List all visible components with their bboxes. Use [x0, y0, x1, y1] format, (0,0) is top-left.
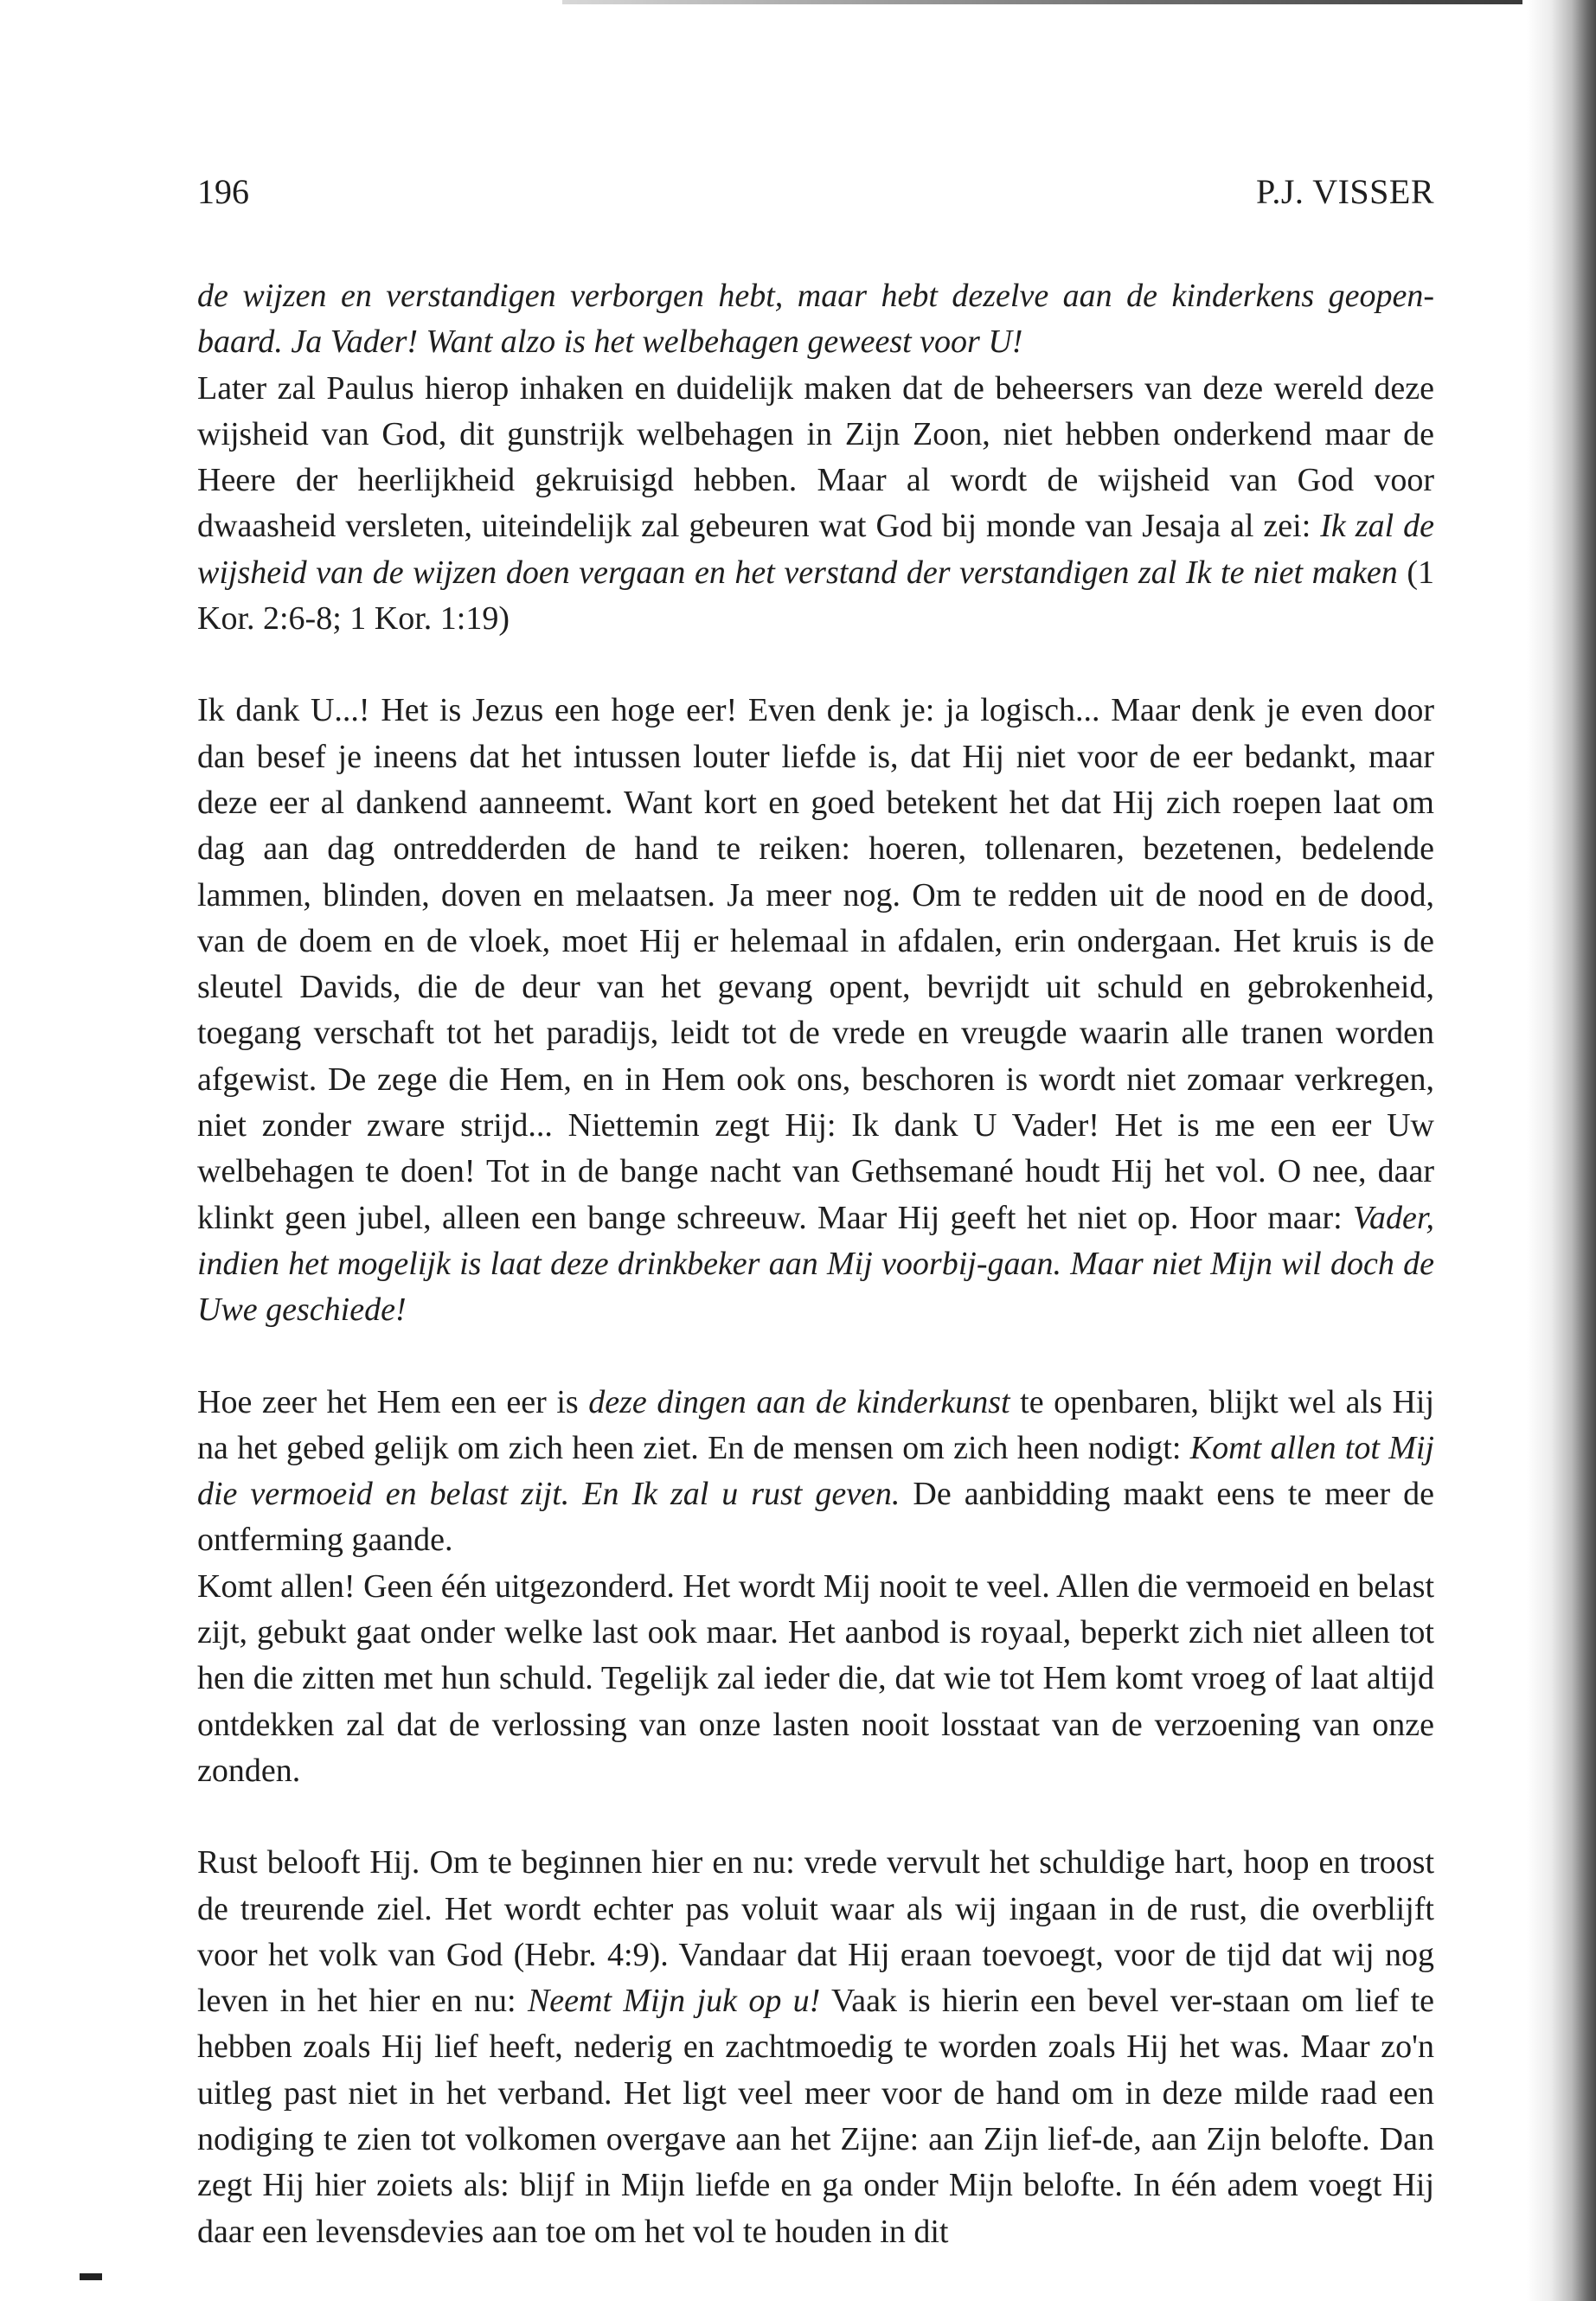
- paragraph: [197, 1380, 1434, 1564]
- text-run: De aanbidding maakt eens te meer de ontferming gaande.: [197, 1476, 1434, 1559]
- text-run: Rust belooft Hij. Om te beginnen hier en nu: vrede vervult het schuldige hart, hoop en troost de treurende ziel. Het wordt echter pas voluit waar als wij ingaan in de rust, die overblijft voor het volk van God (Hebr. 4:9). Vandaar dat Hij eraan toevoegt, voor de tijd dat wij nog leven in het hier en nu:: [197, 1844, 1434, 2020]
- italic-quote: Vader, indien het mogelijk is laat deze drinkbeker aan Mij voorbij-gaan. Maar niet Mijn wil doch de Uwe geschiede!: [197, 1199, 1434, 1329]
- paragraph: [197, 1564, 1434, 1794]
- text-run: Later zal Paulus hierop inhaken en duidelijk maken dat de beheersers van deze wereld deze wijsheid van God, dit gunstrijk welbehagen in Zijn Zoon, niet hebben onderkend maar de Heere der heerlijkheid gekruisigd hebben. Maar al wordt de wijsheid van God voor dwaasheid versleten, uiteindelijk zal gebeuren wat God bij monde van Jesaja al zei:: [197, 369, 1434, 545]
- page-binding-shadow: [1527, 0, 1596, 2301]
- italic-quote: Neemt Mijn juk op u!: [527, 1983, 821, 2020]
- text-run: te openbaren, blijkt wel als Hij na het gebed gelijk om zich heen ziet. En de mensen om zich heen nodigt:: [197, 1383, 1434, 1466]
- text-run: Komt allen! Geen één uitgezonderd. Het wordt Mij nooit te veel. Allen die vermoeid en belast zijt, gebukt gaat onder welke last ook maar. Het aanbod is royaal, beperkt zich niet alleen tot hen die zitten met hun schuld. Tegelijk zal ieder die, dat wie tot Hem komt vroeg of laat altijd ontdekken zal dat de verlossing van onze lasten nooit losstaat van de verzoening van onze zonden.: [197, 1567, 1434, 1789]
- italic-quote: de wijzen en verstandigen verborgen hebt, maar hebt dezelve aan de kinderkens geopen-baard. Ja Vader! Want alzo is het welbehagen geweest voor U!: [197, 278, 1434, 361]
- italic-quote: Komt allen tot Mij die vermoeid en belast zijt. En Ik zal u rust geven.: [197, 1429, 1434, 1513]
- text-run: (1 Kor. 2:6-8; 1 Kor. 1:19): [197, 554, 1435, 638]
- text-run: Hoe zeer het Hem een eer is: [197, 1383, 589, 1420]
- body-text: [197, 273, 1434, 2255]
- top-edge-rule: [562, 0, 1522, 4]
- paragraph: [197, 688, 1434, 1333]
- bottom-margin-mark: [80, 2273, 102, 2280]
- italic-quote: deze dingen aan de kinderkunst: [588, 1383, 1010, 1420]
- running-author: P.J. VISSER: [1256, 172, 1434, 211]
- italic-quote: Ik zal de wijsheid van de wijzen doen vergaan en het verstand der verstandigen zal Ik te niet maken: [197, 508, 1434, 591]
- running-header: [197, 171, 1434, 223]
- page-number: 196: [197, 172, 249, 211]
- text-run: Ik dank U...! Het is Jezus een hoge eer! Even denk je: ja logisch... Maar denk je even door dan besef je ineens dat het intussen louter liefde is, dat Hij niet voor de eer bedankt, maar deze eer al dankend aanneemt. Want kort en goed betekent het dat Hij zich roepen laat om dag aan dag ontredderden de hand te reiken: hoeren, tollenaren, bezetenen, bedelende lammen, blinden, doven en melaatsen. Ja meer nog. Om te redden uit de nood en de dood, van de doem en de vloek, moet Hij er helemaal in afdalen, erin ondergaan. Het kruis is de sleutel Davids, die de deur van het gevang opent, bevrijdt uit schuld en gebrokenheid, toegang verschaft tot het paradijs, leidt tot de vrede en vreugde waarin alle tranen worden afgewist. De zege die Hem, en in Hem ook ons, beschoren is wordt niet zomaar verkregen, niet zonder zware strijd... Niettemin zegt Hij: Ik dank U Vader! Het is me een eer Uw welbehagen te doen! Tot in de bange nacht van Gethsemané houdt Hij het vol. O nee, daar klinkt geen jubel, alleen een bange schreeuw. Maar Hij geeft het niet op. Hoor maar:: [197, 692, 1434, 1236]
- text-run: Vaak is hierin een bevel ver-staan om lief te hebben zoals Hij lief heeft, nederig en zachtmoedig te worden zoals Hij het was. Maar zo'n uitleg past niet in het verband. Het ligt veel meer voor de hand om in deze milde raad een nodiging te zien tot volkomen overgave aan het Zijne: aan Zijn lief-de, aan Zijn belofte. Dan zegt Hij hier zoiets als: blijf in Mijn liefde en ga onder Mijn belofte. In één adem voegt Hij daar een levensdevies aan toe om het vol te houden in dit: [197, 1983, 1434, 2250]
- paragraph: [197, 273, 1434, 366]
- paragraph: [197, 1840, 1434, 2255]
- paragraph: [197, 366, 1434, 643]
